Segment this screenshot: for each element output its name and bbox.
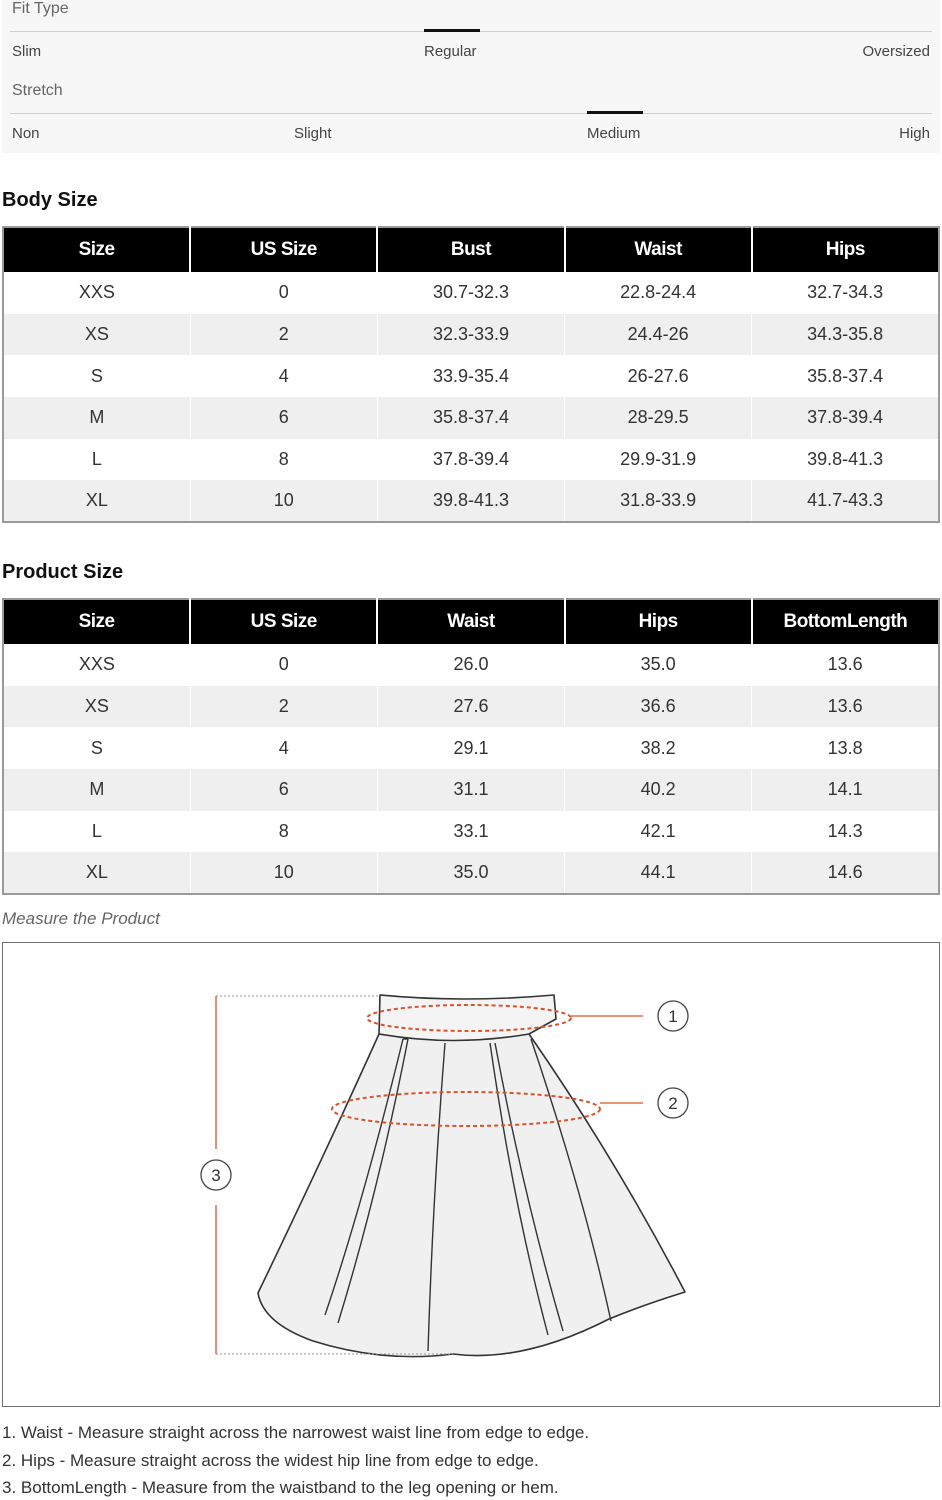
table-cell: S: [3, 355, 190, 397]
body-size-title: Body Size: [2, 189, 98, 211]
table-cell: 14.1: [752, 769, 939, 811]
table-cell: 24.4-26: [565, 314, 752, 356]
table-cell: XL: [3, 480, 190, 522]
table-cell: S: [3, 727, 190, 769]
table-cell: 26-27.6: [565, 355, 752, 397]
table-cell: 26.0: [377, 644, 564, 686]
table-cell: XS: [3, 686, 190, 728]
column-header: BottomLength: [752, 599, 939, 644]
table-header-row: [3, 599, 939, 644]
table-cell: 13.6: [752, 644, 939, 686]
table-row: [3, 811, 939, 853]
table-cell: 41.7-43.3: [752, 480, 939, 522]
table-row: [3, 852, 939, 894]
table-cell: 31.1: [377, 769, 564, 811]
table-row: [3, 769, 939, 811]
marker-3-label: 3: [211, 1166, 221, 1185]
table-cell: L: [3, 439, 190, 481]
table-row: [3, 397, 939, 439]
table-cell: M: [3, 769, 190, 811]
table-cell: 44.1: [565, 852, 752, 894]
body-size-table: [2, 226, 940, 523]
table-cell: 40.2: [565, 769, 752, 811]
product-size-title: Product Size: [2, 561, 124, 583]
fit-option-slim: Slim: [12, 43, 42, 60]
table-cell: 33.9-35.4: [377, 355, 564, 397]
stretch-option-non: Non: [12, 125, 40, 142]
fit-type-label: Fit Type: [12, 0, 69, 17]
table-cell: 13.8: [752, 727, 939, 769]
column-header: Bust: [377, 227, 564, 272]
table-row: [3, 272, 939, 314]
table-cell: 34.3-35.8: [752, 314, 939, 356]
table-cell: 2: [190, 686, 377, 728]
table-header-row: [3, 227, 939, 272]
table-row: [3, 439, 939, 481]
table-cell: 14.3: [752, 811, 939, 853]
table-cell: 37.8-39.4: [377, 439, 564, 481]
table-cell: 39.8-41.3: [752, 439, 939, 481]
table-cell: 13.6: [752, 686, 939, 728]
table-cell: 38.2: [565, 727, 752, 769]
table-cell: 10: [190, 480, 377, 522]
skirt-diagram-svg: [3, 943, 938, 1405]
fit-option-regular: Regular: [424, 43, 477, 60]
table-cell: 30.7-32.3: [377, 272, 564, 314]
table-cell: 32.3-33.9: [377, 314, 564, 356]
table-cell: 35.8-37.4: [752, 355, 939, 397]
table-cell: 2: [190, 314, 377, 356]
stretch-option-slight: Slight: [294, 125, 332, 142]
table-cell: XS: [3, 314, 190, 356]
fit-type-indicator: [424, 29, 480, 32]
table-cell: 37.8-39.4: [752, 397, 939, 439]
fit-info-panel: [2, 0, 940, 153]
table-cell: 29.1: [377, 727, 564, 769]
table-cell: XXS: [3, 644, 190, 686]
table-cell: 28-29.5: [565, 397, 752, 439]
skirt-body-shape: [258, 1034, 685, 1357]
table-cell: 35.8-37.4: [377, 397, 564, 439]
marker-2-label: 2: [668, 1094, 678, 1113]
table-row: [3, 727, 939, 769]
table-cell: 0: [190, 272, 377, 314]
column-header: Waist: [377, 599, 564, 644]
table-cell: 29.9-31.9: [565, 439, 752, 481]
table-cell: 35.0: [377, 852, 564, 894]
marker-1-label: 1: [668, 1007, 678, 1026]
column-header: Size: [3, 227, 190, 272]
stretch-indicator: [587, 111, 643, 114]
stretch-option-high: High: [899, 125, 930, 142]
column-header: US Size: [190, 227, 377, 272]
table-row: [3, 686, 939, 728]
table-cell: 22.8-24.4: [565, 272, 752, 314]
product-size-table: [2, 598, 940, 895]
table-row: [3, 480, 939, 522]
table-row: [3, 314, 939, 356]
table-cell: 36.6: [565, 686, 752, 728]
table-row: [3, 644, 939, 686]
table-cell: 4: [190, 355, 377, 397]
stretch-label: Stretch: [12, 82, 63, 99]
table-cell: XXS: [3, 272, 190, 314]
table-cell: 4: [190, 727, 377, 769]
table-cell: M: [3, 397, 190, 439]
table-cell: 6: [190, 397, 377, 439]
table-cell: 35.0: [565, 644, 752, 686]
table-cell: 8: [190, 811, 377, 853]
column-header: Size: [3, 599, 190, 644]
column-header: Waist: [565, 227, 752, 272]
stretch-option-medium: Medium: [587, 125, 641, 142]
waistband-shape: [379, 995, 556, 1041]
table-cell: L: [3, 811, 190, 853]
measure-caption: Measure the Product: [2, 909, 160, 928]
column-header: US Size: [190, 599, 377, 644]
table-cell: 31.8-33.9: [565, 480, 752, 522]
table-cell: XL: [3, 852, 190, 894]
column-header: Hips: [752, 227, 939, 272]
table-cell: 8: [190, 439, 377, 481]
note-bottom-length: 3. BottomLength - Measure from the waistband to the leg opening or hem.: [2, 1478, 559, 1497]
table-cell: 6: [190, 769, 377, 811]
table-cell: 27.6: [377, 686, 564, 728]
table-row: [3, 355, 939, 397]
fit-option-oversized: Oversized: [862, 43, 930, 60]
table-cell: 42.1: [565, 811, 752, 853]
note-hips: 2. Hips - Measure straight across the widest hip line from edge to edge.: [2, 1450, 539, 1470]
table-cell: 0: [190, 644, 377, 686]
skirt-measure-diagram: [2, 942, 940, 1407]
column-header: Hips: [565, 599, 752, 644]
table-cell: 10: [190, 852, 377, 894]
measurement-notes: [2, 1422, 589, 1500]
table-cell: 33.1: [377, 811, 564, 853]
table-cell: 32.7-34.3: [752, 272, 939, 314]
table-cell: 39.8-41.3: [377, 480, 564, 522]
note-waist: 1. Waist - Measure straight across the narrowest waist line from edge to edge.: [2, 1423, 590, 1442]
stretch-scale: [10, 113, 932, 114]
table-cell: 14.6: [752, 852, 939, 894]
